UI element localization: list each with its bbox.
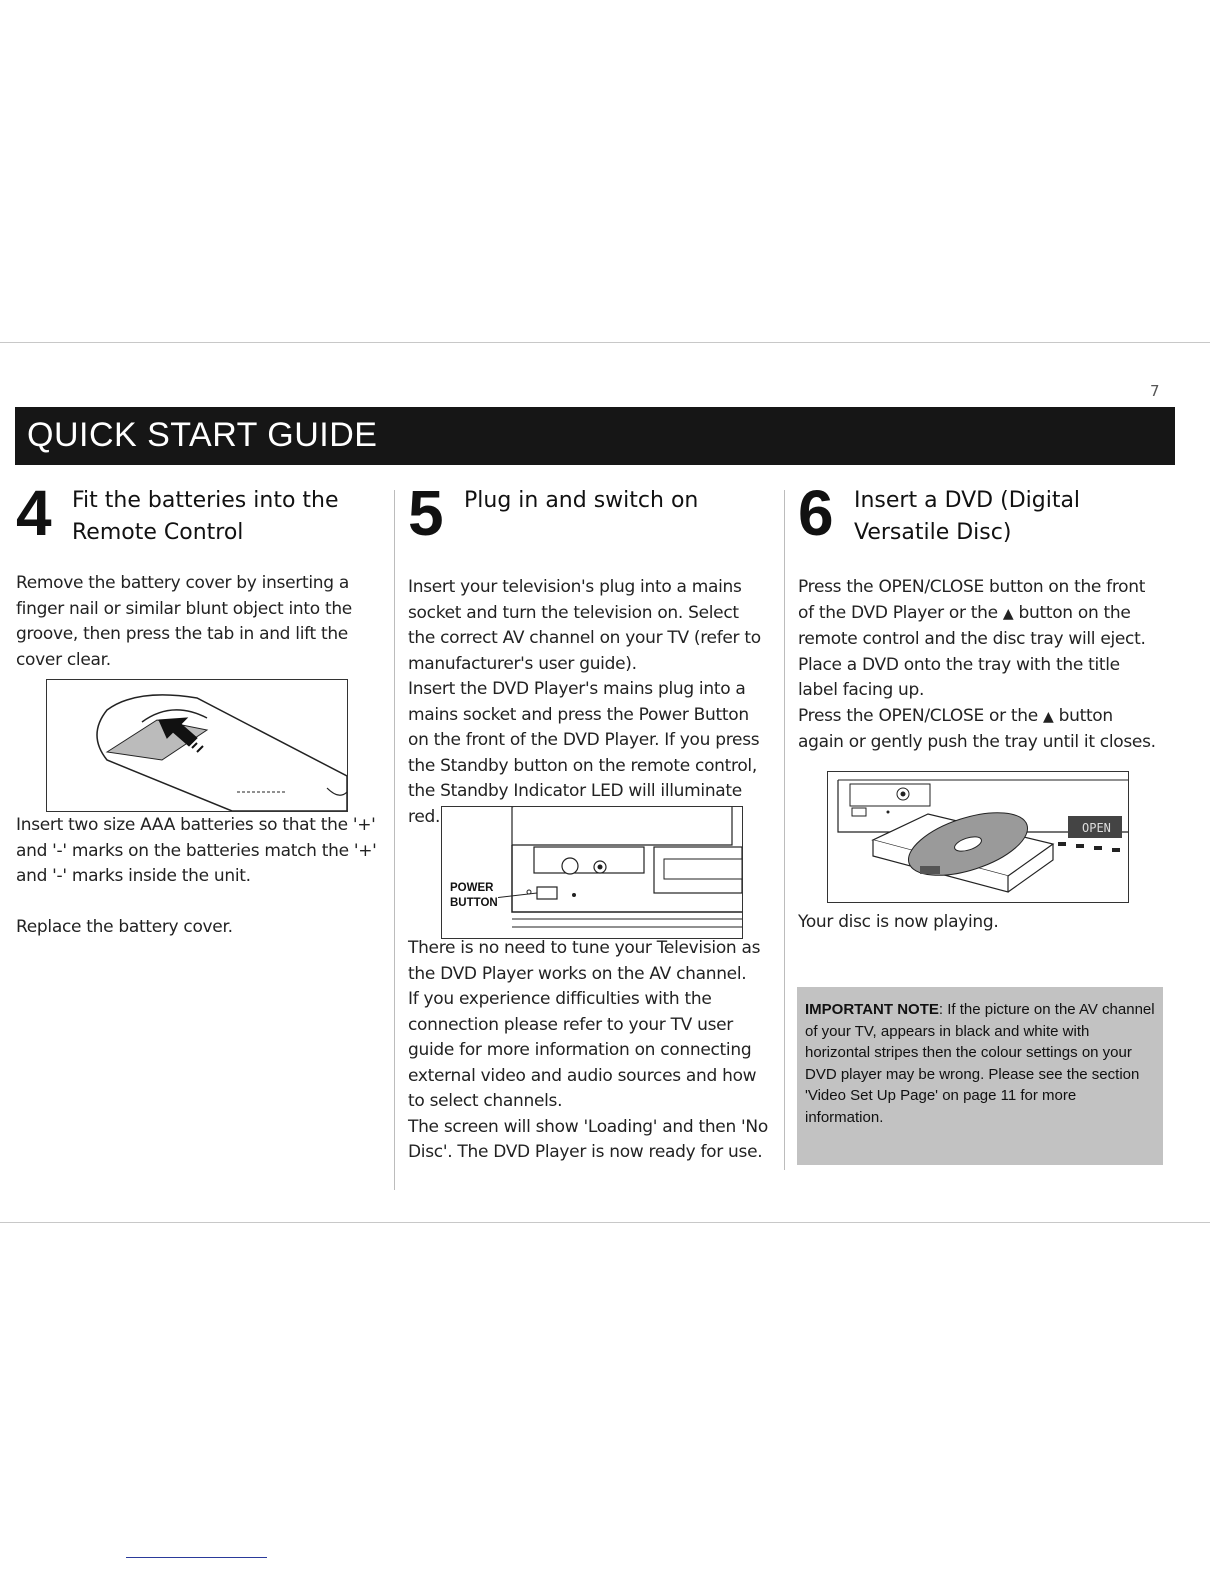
step-4-title-line1: Fit the batteries into the (72, 488, 339, 513)
step-6-number: 6 (798, 477, 834, 549)
eject-icon-2: ▲ (1043, 708, 1054, 725)
power-label-line1: POWER (450, 882, 494, 894)
remote-control-illustration (47, 680, 347, 811)
step-4-title-line2: Remote Control (72, 520, 244, 545)
step-5-paragraph-3: There is no need to tune your Television as the DVD Player works on the AV channel. (408, 938, 761, 984)
step-6-lower (798, 910, 1160, 936)
step-5-lower (408, 936, 770, 1166)
step-5-paragraph-2: Insert the DVD Player's mains plug into a mains socket and press the Power Button on the front of the DVD Player. If you press the Standby button on the remote control, the Standby Indicator LED will illuminate red. (408, 679, 760, 827)
dvd-tray-figure (827, 771, 1129, 903)
step-6-header (798, 477, 1160, 557)
power-button-label (450, 881, 498, 911)
step-5-title (464, 485, 698, 517)
banner-title: QUICK START GUIDE (27, 416, 378, 454)
power-label-line2: BUTTON (450, 897, 498, 909)
column-divider-1 (394, 490, 395, 1190)
important-note-body: : If the picture on the AV channel of your TV, appears in black and white with horizontal stripes then the colour settings on your DVD player may be wrong. Please see the section 'Video Set Up Page' on page 11 for more information. (805, 1001, 1155, 1126)
step-5 (408, 477, 770, 830)
bottom-rule (0, 1222, 1210, 1223)
important-note-text (805, 999, 1157, 1128)
important-note-label: IMPORTANT NOTE (805, 1001, 939, 1018)
step-4 (16, 477, 378, 673)
step-4-lower (16, 813, 378, 940)
step-6 (798, 477, 1160, 756)
step-6-para3-a: Press the OPEN/CLOSE or the (798, 705, 1038, 726)
step-4-title (72, 485, 339, 549)
remote-control-figure (46, 679, 348, 812)
step-6-para3-b: button again or gently push the tray until it closes. (798, 705, 1156, 752)
step-6-para1-a: Press the OPEN/CLOSE button on the front of the DVD Player or the (798, 577, 1146, 623)
step-4-paragraph-1: Remove the battery cover by inserting a finger nail or similar blunt object into the groove, then press the tab in and lift the cover clear. (16, 573, 352, 670)
step-4-paragraph-3: Replace the battery cover. (16, 916, 233, 937)
step-5-header (408, 477, 770, 557)
dvd-player-power-figure (441, 806, 743, 939)
top-rule (0, 342, 1210, 343)
step-6-title (854, 485, 1080, 549)
step-6-paragraph-1 (798, 575, 1160, 653)
dvd-tray-illustration (828, 772, 1128, 902)
step-5-number: 5 (408, 477, 444, 549)
eject-icon: ▲ (1002, 605, 1014, 622)
step-6-title-line1: Insert a DVD (Digital (854, 488, 1081, 513)
tray-display-text: OPEN (1082, 821, 1111, 835)
step-5-paragraph-1: Insert your television's plug into a mains socket and turn the television on. Select the correct AV channel on your TV (refer to manufacturer's user guide). (408, 577, 761, 674)
step-6-paragraph-3 (798, 704, 1160, 756)
step-5-paragraph-5: The screen will show 'Loading' and then 'No Disc'. The DVD Player is now ready for use. (408, 1116, 768, 1162)
step-4-paragraph-2: Insert two size AAA batteries so that the '+' and '-' marks on the batteries match the '+' and '-' marks inside the unit. (16, 815, 377, 886)
step-6-paragraph-4: Your disc is now playing. (798, 912, 999, 932)
dvd-player-front-illustration (442, 807, 742, 938)
step-4-header (16, 477, 378, 557)
step-4-number: 4 (16, 477, 52, 549)
step-5-title-line1: Plug in and switch on (464, 488, 699, 513)
footer-rule (126, 1557, 267, 1558)
step-5-paragraph-4: If you experience difficulties with the connection please refer to your TV user guide for more information on connecting external video and audio sources and how to select channels. (408, 989, 757, 1111)
step-6-paragraph-2: Place a DVD onto the tray with the title label facing up. (798, 654, 1120, 700)
important-note-box (797, 987, 1163, 1165)
step-6-para1-b: button on the remote control and the disc tray will eject. (798, 602, 1146, 649)
step-6-title-line2: Versatile Disc) (854, 520, 1012, 545)
page-number: 7 (1150, 382, 1160, 400)
column-divider-2 (784, 490, 785, 1170)
section-banner (15, 407, 1175, 465)
